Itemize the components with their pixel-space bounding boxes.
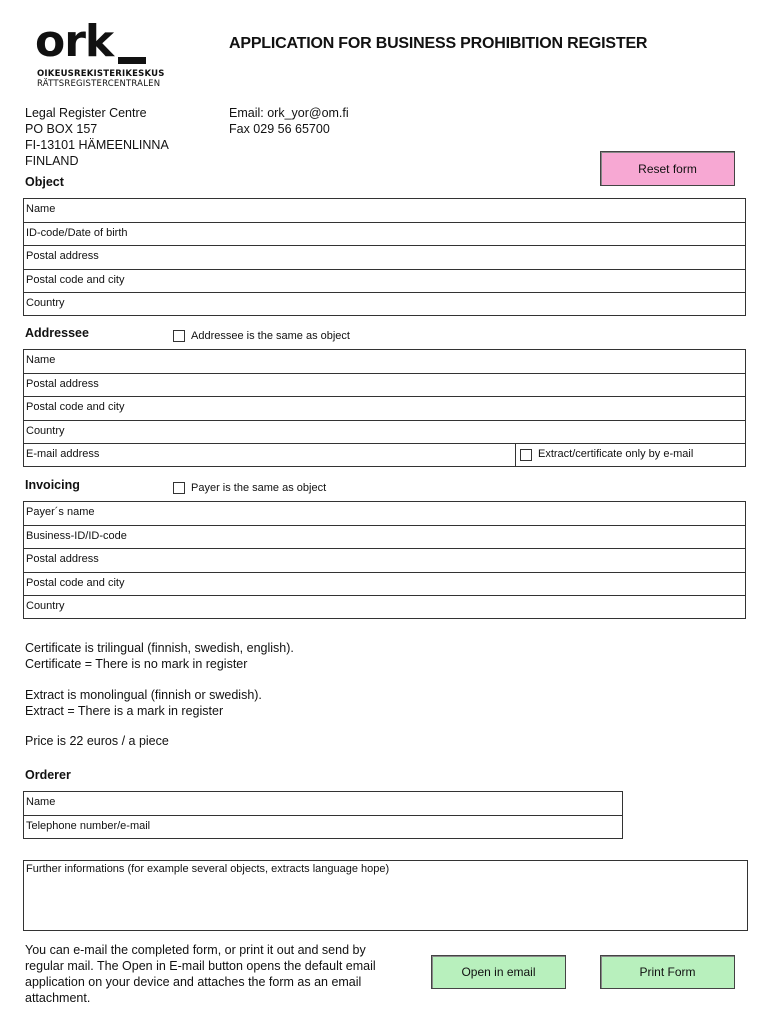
info-line: Certificate is trilingual (finnish, swedish, english). (25, 641, 294, 655)
addressee-fields (23, 349, 746, 467)
registry-address (25, 105, 169, 169)
field-country[interactable]: Country (24, 292, 745, 315)
submission-instructions (25, 942, 376, 1006)
payer-same-option (173, 482, 326, 494)
field-id-code[interactable]: ID-code/Date of birth (24, 222, 745, 245)
logo-underscore (118, 57, 146, 64)
reset-form-button[interactable]: Reset form (600, 151, 735, 186)
field-country[interactable]: Country (24, 420, 745, 443)
field-email-address[interactable]: E-mail address (24, 444, 516, 466)
invoicing-fields (23, 501, 746, 619)
print-form-button[interactable]: Print Form (600, 955, 735, 989)
instruction-line: You can e-mail the completed form, or print it out and send by (25, 943, 366, 957)
email-only-label: Extract/certificate only by e-mail (538, 448, 694, 461)
section-title-addressee: Addressee (25, 326, 89, 340)
certificate-info (25, 640, 294, 672)
price-info: Price is 22 euros / a piece (25, 734, 169, 748)
field-country[interactable]: Country (24, 595, 745, 618)
addressee-same-label: Addressee is the same as object (191, 330, 350, 342)
field-orderer-name[interactable]: Name (26, 796, 56, 808)
field-name[interactable]: Name (26, 203, 56, 215)
field-postal-code-city[interactable]: Postal code and city (24, 396, 745, 419)
open-in-email-button[interactable]: Open in email (431, 955, 566, 989)
info-line: Extract is monolingual (finnish or swedish). (25, 688, 262, 702)
addressee-same-checkbox[interactable] (173, 330, 185, 342)
field-postal-address[interactable]: Postal address (24, 373, 745, 396)
field-name[interactable]: Name (26, 354, 56, 366)
email-only-checkbox[interactable] (520, 449, 532, 461)
field-postal-code-city[interactable]: Postal code and city (24, 269, 745, 292)
extract-info (25, 687, 262, 719)
address-line: FINLAND (25, 154, 79, 168)
document-title: APPLICATION FOR BUSINESS PROHIBITION REGISTER (229, 35, 648, 52)
logo-line-finnish: OIKEUSREKISTERIKESKUS (37, 69, 165, 79)
object-fields (23, 198, 746, 316)
contact-email: Email: ork_yor@om.fi (229, 106, 349, 120)
field-postal-address[interactable]: Postal address (24, 548, 745, 571)
section-title-object: Object (25, 175, 64, 189)
logo-line-swedish: RÄTTSREGISTERCENTRALEN (37, 79, 161, 89)
instruction-line: regular mail. The Open in E-mail button opens the default email (25, 959, 376, 973)
orderer-fields (23, 791, 623, 839)
info-line: Certificate = There is no mark in register (25, 657, 248, 671)
instruction-line: application on your device and attaches the form as an email (25, 975, 362, 989)
logo-wordmark: ork (35, 16, 114, 67)
email-row (24, 443, 745, 466)
field-telephone-email[interactable]: Telephone number/e-mail (24, 815, 622, 838)
field-business-id[interactable]: Business-ID/ID-code (24, 525, 745, 548)
instruction-line: attachment. (25, 991, 91, 1005)
address-line: FI-13101 HÄMEENLINNA (25, 138, 169, 152)
payer-same-label: Payer is the same as object (191, 482, 327, 494)
field-postal-code-city[interactable]: Postal code and city (24, 572, 745, 595)
address-line: PO BOX 157 (25, 122, 98, 136)
field-postal-address[interactable]: Postal address (24, 245, 745, 268)
address-line: Legal Register Centre (25, 106, 147, 120)
email-only-option (516, 444, 745, 466)
registry-contact (229, 105, 349, 137)
contact-fax: Fax 029 56 65700 (229, 122, 330, 136)
payer-same-checkbox[interactable] (173, 482, 185, 494)
field-payer-name[interactable]: Payer´s name (26, 506, 95, 518)
section-title-orderer: Orderer (25, 768, 71, 782)
info-line: Extract = There is a mark in register (25, 704, 224, 718)
section-title-invoicing: Invoicing (25, 478, 80, 492)
further-info-field[interactable]: Further informations (for example several objects, extracts language hope) (23, 860, 748, 931)
addressee-same-option (173, 330, 350, 342)
